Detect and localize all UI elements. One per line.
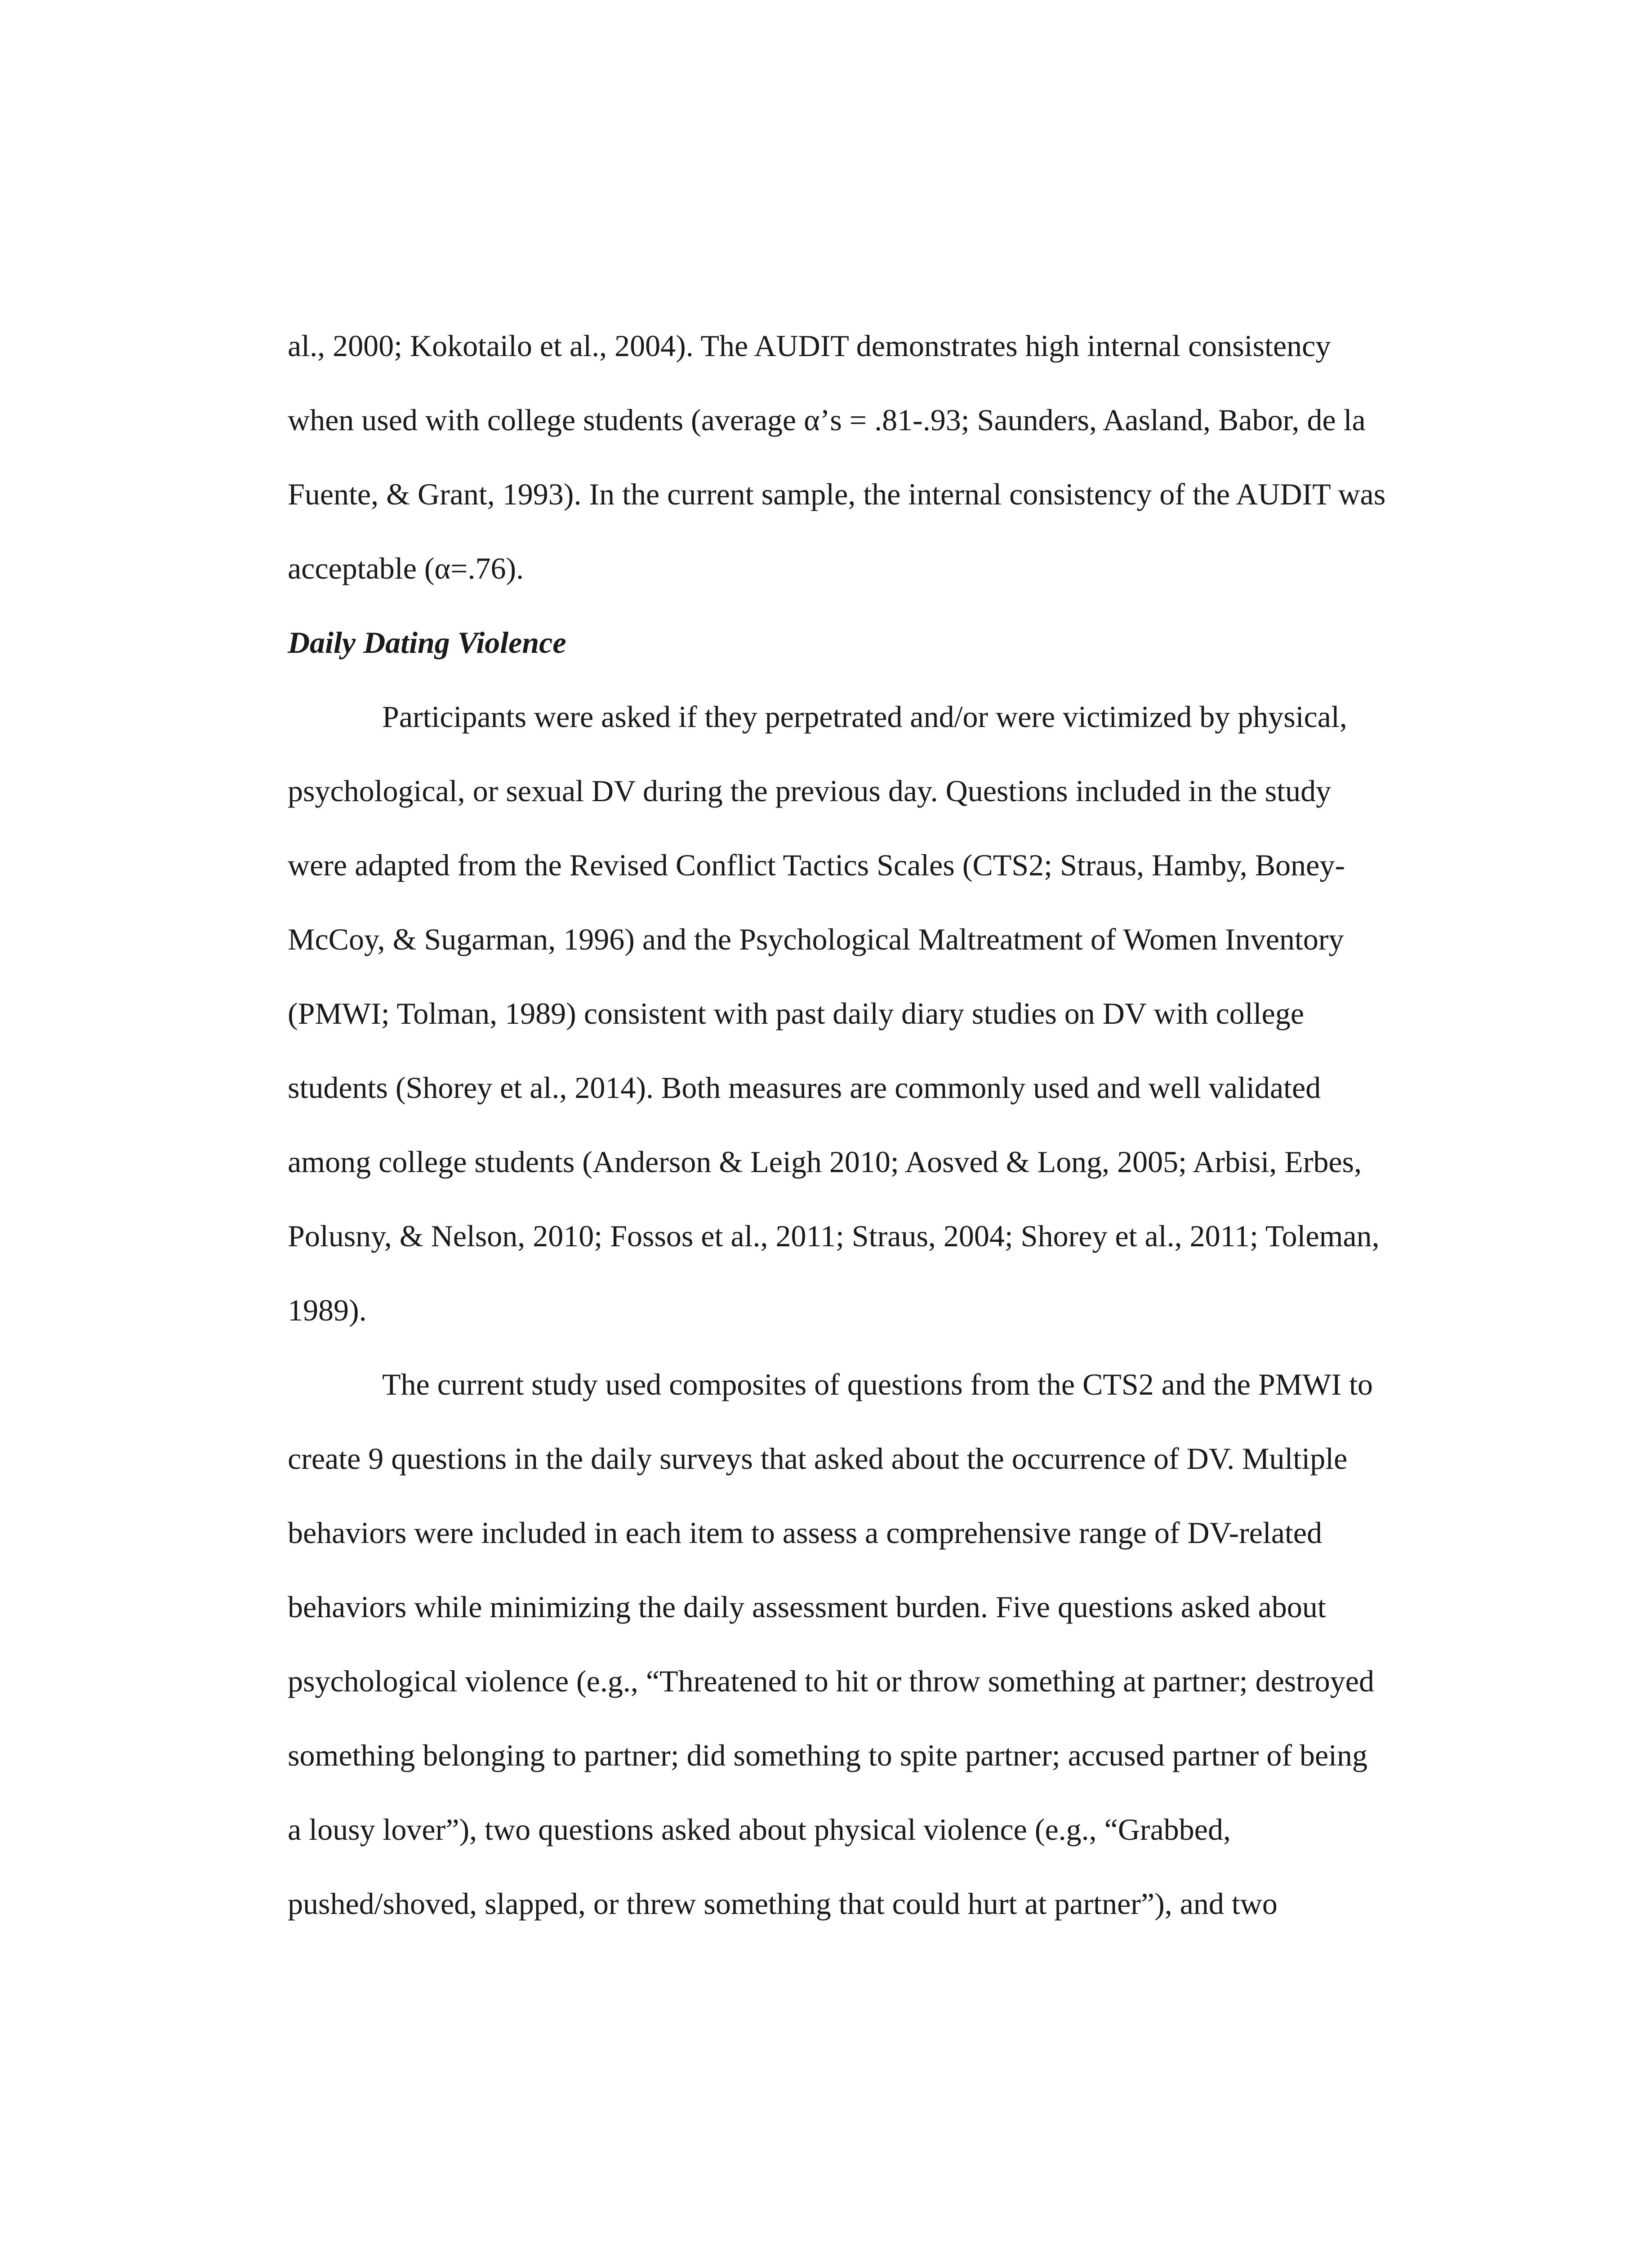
body-text-line: pushed/shoved, slapped, or threw something that could hurt at partner”), and two bbox=[288, 1887, 1278, 1921]
section-heading: Daily Dating Violence bbox=[288, 625, 566, 660]
body-text-line: (PMWI; Tolman, 1989) consistent with past daily diary studies on DV with college bbox=[288, 996, 1304, 1030]
body-text-line: create 9 questions in the daily surveys that asked about the occurrence of DV. Multiple bbox=[288, 1441, 1348, 1476]
body-text-line: Fuente, & Grant, 1993). In the current sample, the internal consistency of the AUDIT was bbox=[288, 477, 1386, 511]
body-text-line: 1989). bbox=[288, 1293, 367, 1327]
body-text-line: psychological, or sexual DV during the previous day. Questions included in the study bbox=[288, 774, 1331, 808]
body-text-line: students (Shorey et al., 2014). Both measures are commonly used and well validated bbox=[288, 1070, 1321, 1105]
body-text-line: a lousy lover”), two questions asked about physical violence (e.g., “Grabbed, bbox=[288, 1812, 1231, 1847]
body-text-line: psychological violence (e.g., “Threatened to hit or throw something at partner; destroyed bbox=[288, 1664, 1374, 1698]
body-text-line: something belonging to partner; did something to spite partner; accused partner of being bbox=[288, 1738, 1368, 1772]
body-text-line: The current study used composites of questions from the CTS2 and the PMWI to bbox=[382, 1367, 1373, 1401]
body-text-line: acceptable (α=.76). bbox=[288, 551, 524, 585]
body-text-line: behaviors while minimizing the daily assessment burden. Five questions asked about bbox=[288, 1590, 1326, 1624]
body-text-line: Polusny, & Nelson, 2010; Fossos et al., 2011; Straus, 2004; Shorey et al., 2011; Toleman, bbox=[288, 1219, 1380, 1253]
body-text-line: behaviors were included in each item to assess a comprehensive range of DV-related bbox=[288, 1516, 1322, 1550]
body-text-line: when used with college students (average α’s = .81-.93; Saunders, Aasland, Babor, de la bbox=[288, 403, 1366, 437]
body-text-line: Participants were asked if they perpetrated and/or were victimized by physical, bbox=[382, 700, 1347, 734]
body-text-line: were adapted from the Revised Conflict Tactics Scales (CTS2; Straus, Hamby, Boney- bbox=[288, 848, 1345, 882]
body-text-line: al., 2000; Kokotailo et al., 2004). The AUDIT demonstrates high internal consistency bbox=[288, 329, 1331, 363]
body-text-line: among college students (Anderson & Leigh 2010; Aosved & Long, 2005; Arbisi, Erbes, bbox=[288, 1145, 1362, 1179]
body-text-line: McCoy, & Sugarman, 1996) and the Psychological Maltreatment of Women Inventory bbox=[288, 922, 1344, 956]
